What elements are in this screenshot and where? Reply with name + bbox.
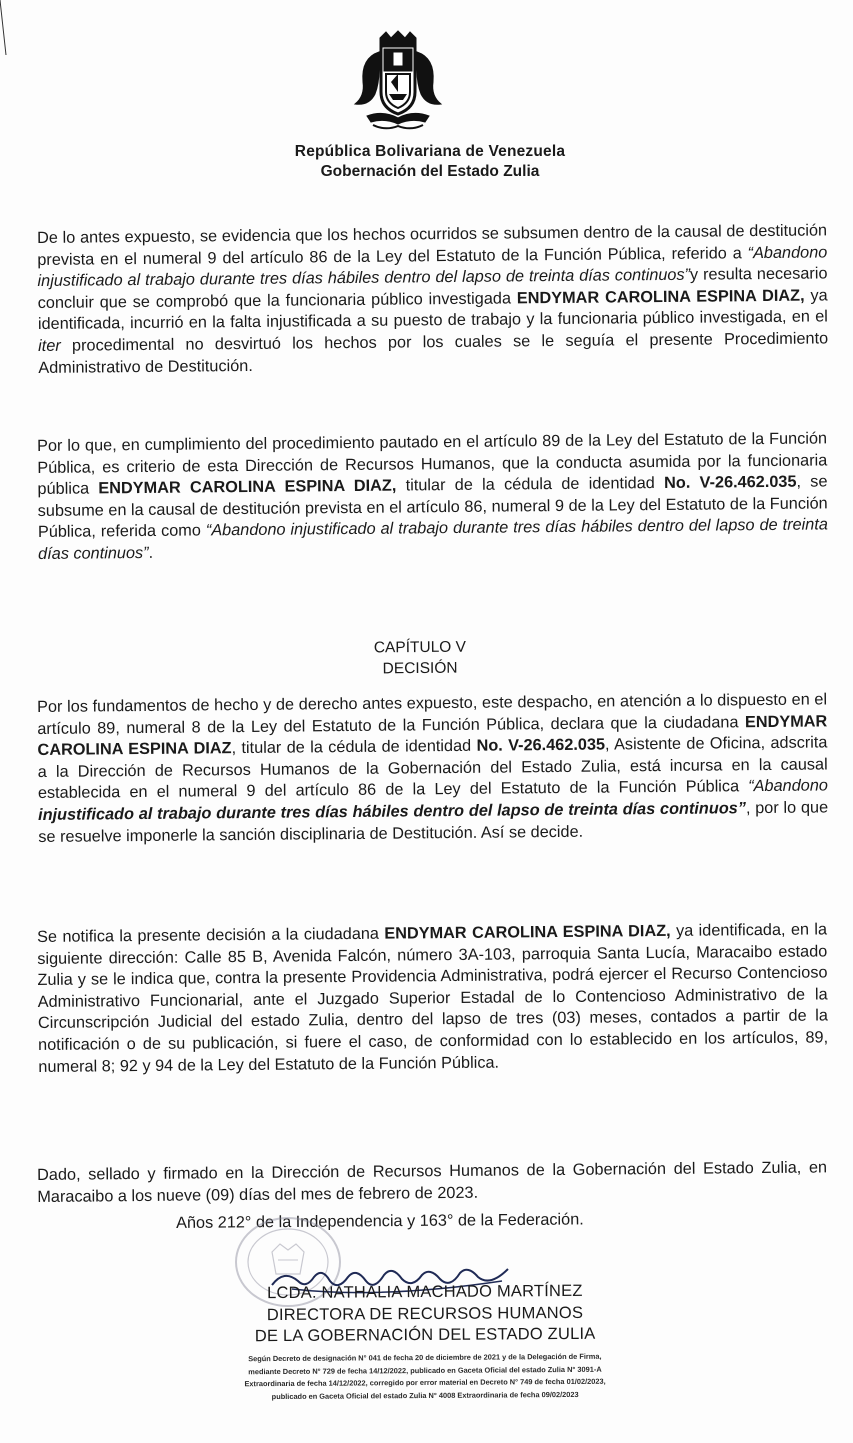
paragraph-given: Dado, sellado y firmado en la Dirección de Recursos Humanos de la Gobernación del Estado Zulia, en Maracaibo a los nueve (09) días del mes de febrero de 2023. [37, 1158, 828, 1206]
signer-title: DIRECTORA DE RECURSOS HUMANOS [266, 1303, 584, 1324]
republic-name: República Bolivariana de Venezuela [294, 143, 566, 160]
coat-of-arms-icon [353, 30, 443, 134]
paragraph-decision: Por los fundamentos de hecho y de derecho antes expuesto, este despacho, en atención a lo dispuesto en el artículo 89, numeral 8 de la Ley del Estatuto de la Función Pública, declara que la ciudadana ENDYMAR CAROLINA ESPINA DIAZ, titular de la cédula de identidad No. V-26.462.035, Asistente de Oficina, adscrita a la Dirección de Recursos Humanos de la Gobernación del Estado Zulia, está incursa en la causal establecida en el numeral 9 del artículo 86 de la Ley del Estatuto de la Función Pública “Abandono injustificado al trabajo durante tres días hábiles dentro del lapso de treinta días continuos”, por lo que se resuelve imponerle la sanción disciplinaria de Destitución. Así se decide. [37, 690, 829, 846]
paragraph-findings: De lo antes expuesto, se evidencia que los hechos ocurridos se subsumen dentro de la causal de destitución prevista en el numeral 9 del artículo 86 de la Ley del Estatuto de la Función Pública, referido a “Abandono injustificado al trabajo durante tres días hábiles dentro del lapso de treinta días continuos”y resulta necesario concluir que se comprobó que la funcionaria público investigada ENDYMAR CAROLINA ESPINA DIAZ, ya identificada, incurrió en la falta injustificada a su puesto de trabajo y la funcionaria público investigada, en el iter procedimental no desvirtuó los hechos por los cuales se le seguía el presente Procedimiento Administrativo de Destitución. [37, 221, 829, 377]
employee-name: ENDYMAR CAROLINA ESPINA DIAZ, [384, 921, 671, 943]
employee-id: No. V-26.462.035 [476, 735, 606, 755]
decree-reference: Según Decreto de designación N° 041 de fecha 20 de diciembre de 2021 y de la Delegación de Firma, mediante Decreto N° 729 de fecha 14/12/2022, publicado en Gaceta Oficial del estado Zulia N° 3091-A Extraordinaria de fecha 14/12/2022, corregido por error material en Decreto N° 749 de fecha 01/02/2023, publicado en Gaceta Oficial del estado Zulia N° 4008 Extraordinaria de fecha 09/02/2023 [244, 1351, 606, 1401]
signer-name: LCDA. NATHALIA MACHADO MARTÍNEZ [267, 1281, 583, 1303]
chapter-title: CAPÍTULO V [373, 638, 467, 657]
employee-id: No. V-26.462.035 [664, 472, 797, 493]
signer-organization: DE LA GOBERNACIÓN DEL ESTADO ZULIA [254, 1324, 596, 1346]
paragraph-notification: Se notifica la presente decisión a la ciudadana ENDYMAR CAROLINA ESPINA DIAZ, ya identificada, en la siguiente dirección: Calle 85 B, Avenida Falcón, número 3A-103, parroquia Santa Lucía, Maracaibo estado Zulia y se le indica que, contra la presente Providencia Administrativa, podrá ejercer el Recurso Contencioso Administrativo Funcionarial, ante el Juzgado Superior Estadal de lo Contencioso Administrativo de la Circunscripción Judicial del estado Zulia, dentro del lapso de tres (03) meses, contados a partir de la notificación o de su publicación, si fuere el caso, de conformidad con lo establecido en los artículos, 89, numeral 8; 92 y 94 de la Ley del Estatuto de la Función Pública. [37, 920, 829, 1076]
employee-name: ENDYMAR CAROLINA ESPINA DIAZ, [98, 476, 397, 498]
signer-block [205, 1280, 645, 1348]
chapter-subtitle: DECISIÓN [382, 659, 458, 678]
document-header [180, 142, 680, 182]
employee-name: ENDYMAR CAROLINA ESPINA DIAZ [37, 712, 828, 760]
chapter-heading [320, 636, 520, 680]
years-line: Años 212° de la Independencia y 163° de la Federación. [176, 1210, 584, 1232]
government-name: Gobernación del Estado Zulia [320, 163, 540, 180]
paragraph-criteria: Por lo que, en cumplimiento del procedimiento pautado en el artículo 89 de la Ley del Estatuto de la Función Pública, es criterio de esta Dirección de Recursos Humanos, que la conducta asumida por la funcionaria pública ENDYMAR CAROLINA ESPINA DIAZ, titular de la cédula de identidad No. V-26.462.035, se subsume en la causal de destitución prevista en el artículo 86, numeral 9 de la Ley del Estatuto de la Función Pública, referida como “Abandono injustificado al trabajo durante tres días hábiles dentro del lapso de treinta días continuos”. [37, 429, 828, 563]
employee-name: ENDYMAR CAROLINA ESPINA DIAZ, [516, 286, 805, 308]
scan-edge-mark [0, 0, 8, 60]
